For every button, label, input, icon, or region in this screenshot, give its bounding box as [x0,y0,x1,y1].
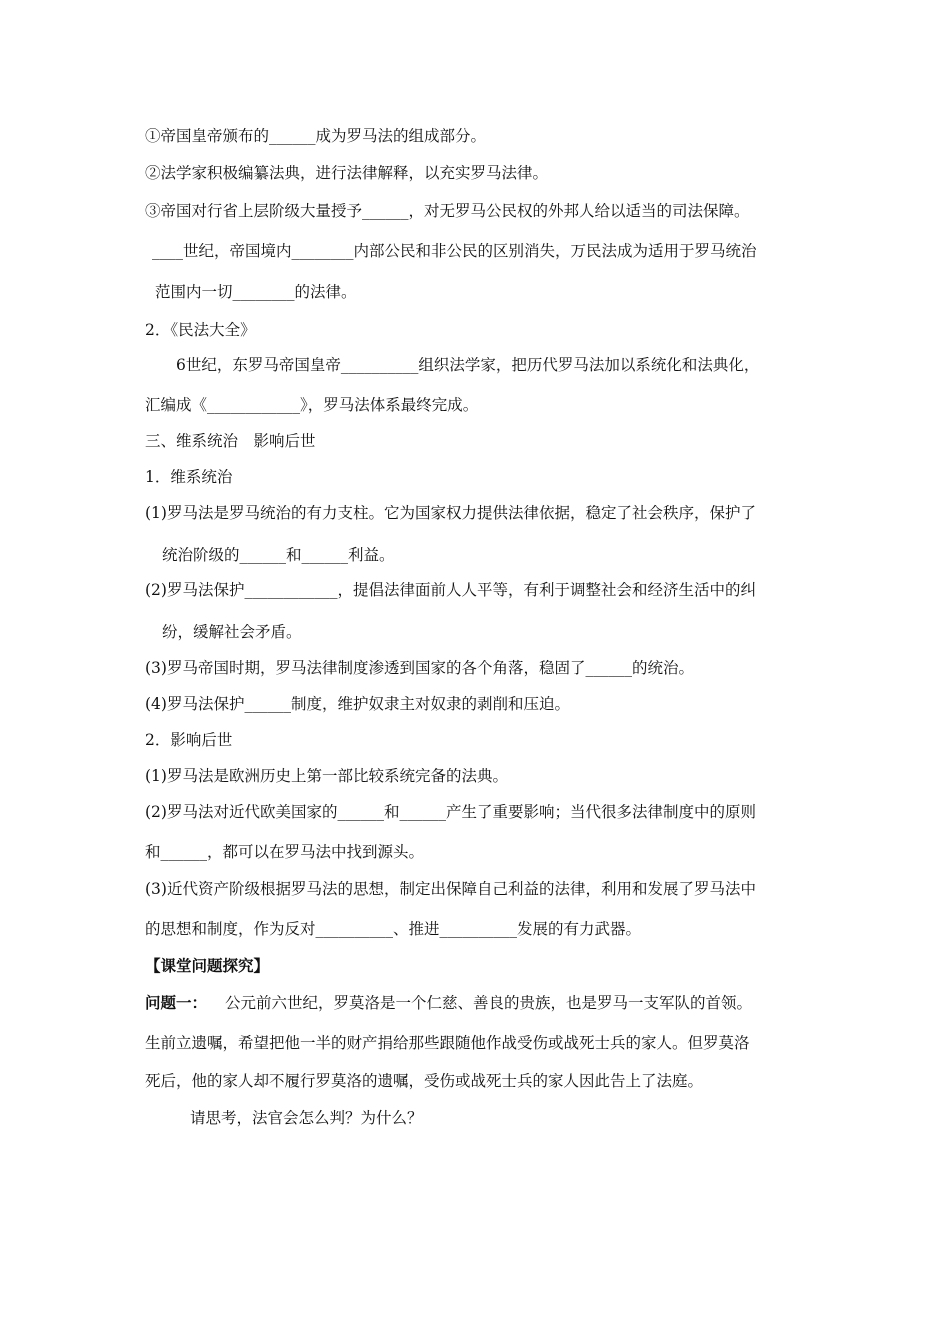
subheading-2: 2．影响后世 [145,731,233,749]
text-line: ①帝国皇帝颁布的______成为罗马法的组成部分。 [145,127,487,145]
text-line: 汇编成《____________》，罗马法体系最终完成。 [145,396,479,414]
section-heading-3: 三、维系统治 影响后世 [145,432,316,450]
text-line: ____世纪，帝国境内________内部公民和非公民的区别消失，万民法成为适用于罗马统治 [152,242,757,260]
question-prompt: 请思考，法官会怎么判？为什么？ [190,1109,423,1127]
question-label: 问题一： [145,993,208,1012]
text-line: ②法学家积极编纂法典，进行法律解释，以充实罗马法律。 [145,164,549,182]
section-title: 【课堂问题探究】 [145,956,270,975]
text-line: (2)罗马法保护____________，提倡法律面前人人平等，有利于调整社会和经济生活中的纠 [145,581,756,599]
subheading-1: 1．维系统治 [145,468,233,486]
text-line: 范围内一切________的法律。 [155,283,357,301]
question-text: 生前立遗嘱，希望把他一半的财产捐给那些跟随他作战受伤或战死士兵的家人。但罗莫洛 [145,1034,750,1052]
text-line: (1)罗马法是罗马统治的有力支柱。它为国家权力提供法律依据，稳定了社会秩序，保护了 [145,504,756,522]
text-line: 和______，都可以在罗马法中找到源头。 [145,843,425,861]
heading-minfa-daquan: 2．《民法大全》 [145,321,256,339]
text-line: 纷，缓解社会矛盾。 [162,623,302,641]
question-line [145,993,752,1013]
text-line: 6世纪，东罗马帝国皇帝__________组织法学家，把历代罗马法加以系统化和法典化， [176,356,760,374]
text-line: (3)罗马帝国时期，罗马法律制度渗透到国家的各个角落，稳固了______的统治。 [145,659,694,677]
text-line: 统治阶级的______和______利益。 [162,546,395,564]
question-text: 死后，他的家人却不履行罗莫洛的遗嘱，受伤或战死士兵的家人因此告上了法庭。 [145,1072,704,1090]
text-line: 的思想和制度，作为反对__________、推进__________发展的有力武器。 [145,920,642,938]
text-line: (1)罗马法是欧洲历史上第一部比较系统完备的法典。 [145,767,508,785]
question-text: 公元前六世纪，罗莫洛是一个仁慈、善良的贵族，也是罗马一支军队的首领。 [225,994,753,1012]
text-line: ③帝国对行省上层阶级大量授予______，对无罗马公民权的外邦人给以适当的司法保障。 [145,202,750,220]
text-line: (4)罗马法保护______制度，维护奴隶主对奴隶的剥削和压迫。 [145,695,570,713]
text-line: (2)罗马法对近代欧美国家的______和______产生了重要影响；当代很多法律制度中的原则 [145,803,756,821]
text-line: (3)近代资产阶级根据罗马法的思想，制定出保障自己利益的法律，利用和发展了罗马法中 [145,880,756,898]
